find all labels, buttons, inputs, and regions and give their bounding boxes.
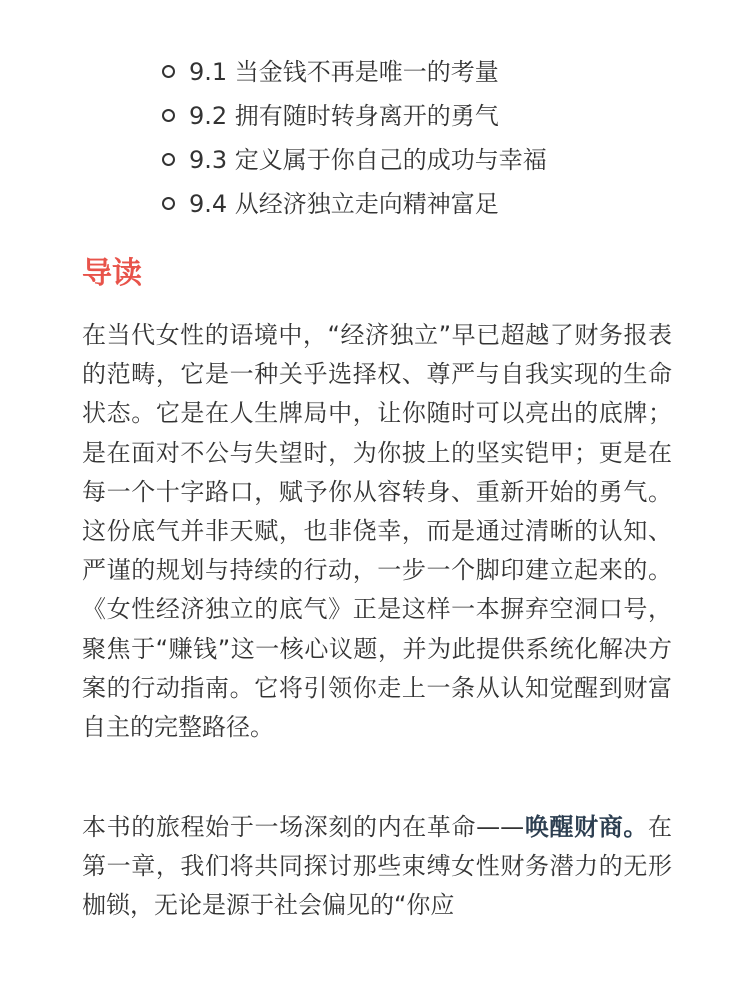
- hollow-circle-icon: [162, 153, 175, 166]
- toc-item[interactable]: [162, 182, 547, 226]
- section-heading: 导读: [82, 256, 142, 291]
- hollow-circle-icon: [162, 109, 175, 122]
- table-of-contents: [162, 50, 547, 226]
- emphasis-text: 唤醒财商。: [524, 813, 649, 841]
- toc-item-label: 9.1 当金钱不再是唯一的考量: [189, 58, 499, 86]
- toc-item[interactable]: [162, 50, 547, 94]
- toc-item-label: 9.3 定义属于你自己的成功与幸福: [189, 146, 547, 174]
- toc-item-label: 9.2 拥有随时转身离开的勇气: [189, 102, 499, 130]
- hollow-circle-icon: [162, 65, 175, 78]
- intro-paragraph-1: 在当代女性的语境中，“经济独立”早已超越了财务报表的范畴，它是一种关乎选择权、尊严与自我实现的生命状态。它是在人生牌局中，让你随时可以亮出的底牌；是在面对不公与失望时，为你披上的坚实铠甲；更是在每一个十字路口，赋予你从容转身、重新开始的勇气。这份底气并非天赋，也非侥幸，而是通过清晰的认知、严谨的规划与持续的行动，一步一个脚印建立起来的。《女性经济独立的底气》正是这样一本摒弃空洞口号，聚焦于“赚钱”这一核心议题，并为此提供系统化解决方案的行动指南。它将引领你走上一条从认知觉醒到财富自主的完整路径。: [82, 321, 672, 742]
- paragraph-text: 本书的旅程始于一场深刻的内在革命——: [82, 813, 525, 841]
- toc-item-label: 9.4 从经济独立走向精神富足: [189, 190, 499, 218]
- paragraph-text: 在第一章，我们将共同探讨那些束缚女性财务潜力的无形枷锁，无论是源于社会偏见的“你应: [82, 813, 673, 920]
- intro-paragraph-2: [82, 808, 672, 926]
- toc-item[interactable]: [162, 94, 547, 138]
- hollow-circle-icon: [162, 197, 175, 210]
- toc-item[interactable]: [162, 138, 547, 182]
